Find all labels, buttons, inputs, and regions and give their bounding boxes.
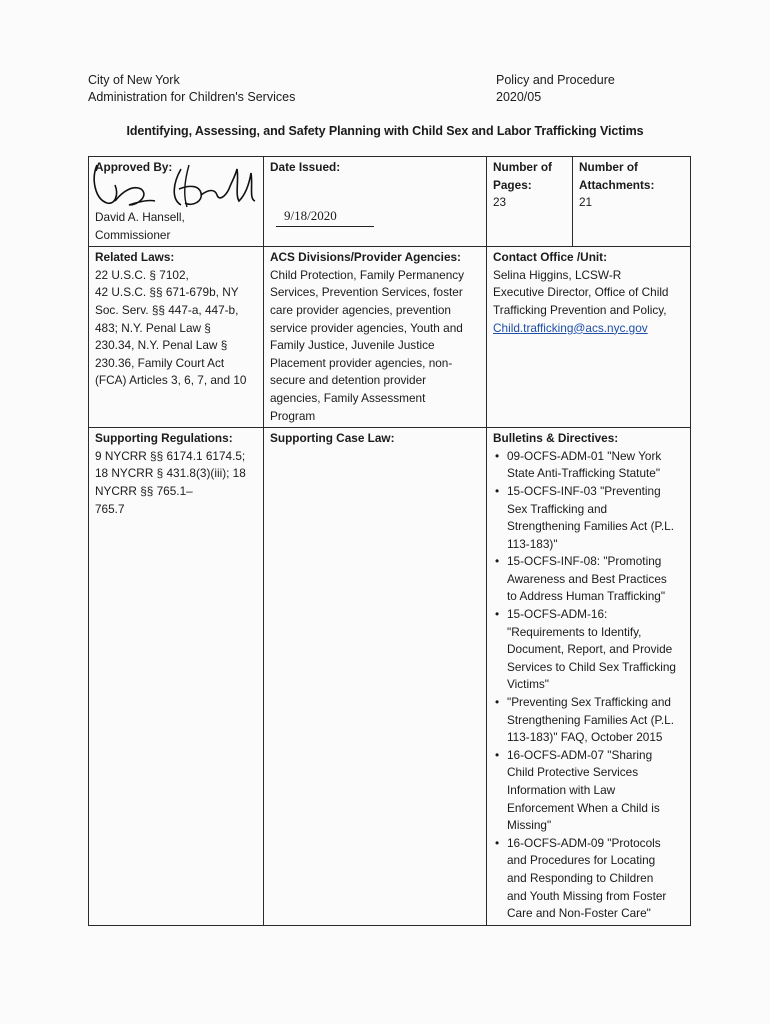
bulletins-cell (487, 428, 691, 926)
date-underline (276, 226, 374, 227)
approved-by-cell (89, 157, 264, 247)
attachments-value: 21 (579, 195, 593, 210)
bulletin-line: Information with Law (507, 783, 616, 797)
divisions-line: Services, Prevention Services, foster (270, 285, 463, 300)
regulations-label: Supporting Regulations: (95, 431, 233, 446)
regulations-line: NYCRR §§ 765.1– (95, 483, 193, 498)
bulletin-line: State Anti-Trafficking Statute" (507, 466, 661, 481)
list-item (507, 694, 685, 747)
bulletin-line: Enforcement When a Child is (507, 800, 660, 815)
table-row (89, 428, 691, 926)
bulletin-line: Services to Child Sex Trafficking (507, 659, 676, 674)
list-item (507, 448, 685, 483)
policy-info-table (88, 156, 691, 926)
approver-role: Commissioner (95, 227, 171, 242)
bulletin-line: Child Protective Services (507, 765, 639, 780)
document-title: Identifying, Assessing, and Safety Planning with Child Sex and Labor Trafficking Victims (126, 124, 644, 138)
divisions-line: Placement provider agencies, non- (270, 355, 453, 370)
attachments-label-line1: Number of (579, 160, 638, 174)
regulations-cell (89, 428, 264, 926)
related-laws-line: 42 U.S.C. §§ 671-679b, NY (95, 285, 239, 300)
bulletin-line: • "Preventing Sex Trafficking and (507, 695, 671, 710)
bulletin-line: Strengthening Families Act (P.L. (507, 519, 674, 534)
bulletin-line: and Youth Missing from Foster (507, 888, 667, 903)
regulations-line: 18 NYCRR § 431.8(3)(iii); 18 (95, 466, 246, 481)
date-issued-value: 9/18/2020 (284, 208, 337, 223)
bulletin-line: Sex Trafficking and (507, 501, 608, 516)
divisions-line: service provider agencies, Youth and (270, 320, 463, 335)
pages-cell (487, 157, 573, 247)
bulletins-label: Bulletins & Directives: (493, 431, 619, 446)
bulletin-line: Care and Non-Foster Care" (507, 906, 651, 921)
divisions-line: Child Protection, Family Permanency (270, 267, 465, 282)
bulletin-line: Awareness and Best Practices (507, 571, 667, 586)
attachments-cell (573, 157, 691, 247)
regulations-line: 9 NYCRR §§ 6174.1 6174.5; (95, 448, 246, 463)
contact-line: Selina Higgins, LCSW-R (493, 267, 622, 282)
bulletin-line: • 16-OCFS-ADM-07 "Sharing (507, 747, 653, 762)
regulations-line: 765.7 (95, 501, 125, 516)
list-item (507, 835, 685, 923)
bulletin-line: Document, Report, and Provide (507, 642, 673, 657)
doc-type: Policy and Procedure (496, 73, 615, 87)
pages-label-line2: Pages: (493, 177, 532, 192)
table-row (89, 247, 691, 428)
table-row (89, 157, 691, 247)
organization-header (88, 72, 295, 106)
bulletin-line: • 15-OCFS-INF-08: "Promoting (507, 554, 662, 569)
signature-area (95, 159, 258, 209)
related-laws-cell (89, 247, 264, 428)
bulletin-line: • 09-OCFS-ADM-01 "New York (507, 448, 662, 463)
bulletin-line: • 15-OCFS-INF-03 "Preventing (507, 483, 661, 498)
list-item (507, 483, 685, 553)
divisions-line: secure and detention provider (270, 373, 427, 388)
divisions-line: care provider agencies, prevention (270, 302, 451, 317)
list-item (507, 606, 685, 694)
contact-cell (487, 247, 691, 428)
bulletin-line: and Responding to Children (507, 870, 654, 885)
bulletin-line: to Address Human Trafficking" (507, 589, 666, 604)
divisions-cell (264, 247, 487, 428)
bulletin-line: 113-183)" (507, 536, 558, 551)
policy-header (496, 72, 615, 106)
related-laws-line: 22 U.S.C. § 7102, (95, 267, 189, 282)
approver-name: David A. Hansell, (95, 210, 185, 224)
bulletin-line: • 16-OCFS-ADM-09 "Protocols (507, 835, 661, 850)
pages-label-line1: Number of (493, 160, 552, 174)
attachments-label-line2: Attachments: (579, 177, 655, 192)
related-laws-line: 230.36, Family Court Act (95, 355, 225, 370)
date-issued-cell (264, 157, 487, 247)
case-law-label: Supporting Case Law: (270, 431, 395, 446)
bulletin-line: 113-183)" FAQ, October 2015 (507, 730, 663, 745)
contact-line: Executive Director, Office of Child (493, 285, 669, 300)
bulletin-line: "Requirements to Identify, (507, 624, 642, 639)
related-laws-label: Related Laws: (95, 250, 175, 265)
doc-number: 2020/05 (496, 90, 542, 104)
related-laws-line: Soc. Serv. §§ 447-a, 447-b, (95, 302, 239, 317)
divisions-label: ACS Divisions/Provider Agencies: (270, 250, 461, 265)
org-name: City of New York (88, 73, 180, 87)
contact-label: Contact Office /Unit: (493, 250, 608, 265)
related-laws-line: 230.34, N.Y. Penal Law § (95, 338, 228, 353)
bulletins-list (493, 448, 685, 923)
divisions-line: Program (270, 408, 316, 423)
bulletin-line: • 15-OCFS-ADM-16: (507, 607, 608, 622)
contact-email-link[interactable]: Child.trafficking@acs.nyc.gov (493, 320, 648, 335)
case-law-cell (264, 428, 487, 926)
divisions-line: agencies, Family Assessment (270, 390, 426, 405)
bulletin-line: Strengthening Families Act (P.L. (507, 712, 674, 727)
bulletin-line: and Procedures for Locating (507, 853, 656, 868)
list-item (507, 553, 685, 606)
approved-by-label: Approved By: (95, 160, 173, 174)
date-issued-label: Date Issued: (270, 160, 341, 174)
related-laws-line: (FCA) Articles 3, 6, 7, and 10 (95, 373, 247, 388)
contact-line: Trafficking Prevention and Policy, (493, 302, 667, 317)
pages-value: 23 (493, 195, 507, 210)
bulletin-line: Victims" (507, 677, 549, 692)
related-laws-line: 483; N.Y. Penal Law § (95, 320, 211, 335)
list-item (507, 747, 685, 835)
agency-name: Administration for Children's Services (88, 90, 296, 104)
divisions-line: Family Justice, Juvenile Justice (270, 338, 435, 353)
bulletin-line: Missing" (507, 818, 552, 833)
